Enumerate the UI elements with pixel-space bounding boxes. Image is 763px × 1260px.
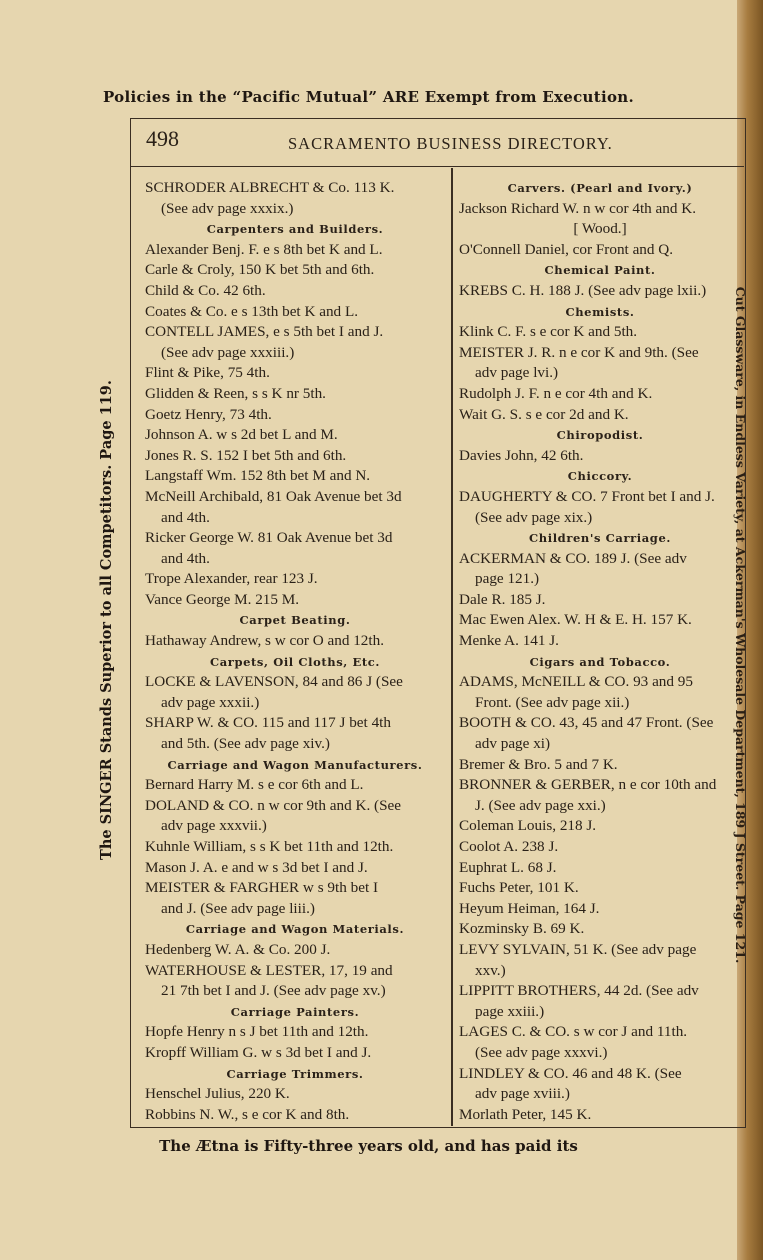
listing-entry: Johnson A. w s 2d bet L and M.: [145, 426, 338, 444]
listing-entry: Child & Co. 42 6th.: [145, 281, 266, 299]
listing-entry: CONTELL JAMES, e s 5th bet I and J.: [145, 323, 384, 341]
listing-continuation: adv page xxxvii.): [161, 817, 267, 835]
category-heading: Children's Carriage.: [529, 531, 671, 546]
listing-entry: LINDLEY & CO. 46 and 48 K. (See: [459, 1064, 682, 1082]
listing-entry: Ricker George W. 81 Oak Avenue bet 3d: [145, 529, 393, 547]
category-heading: Carriage and Wagon Manufacturers.: [167, 757, 423, 772]
page-number: 498: [146, 126, 179, 151]
listing-entry: McNeill Archibald, 81 Oak Avenue bet 3d: [145, 487, 402, 505]
category-heading: Carriage and Wagon Materials.: [185, 922, 405, 937]
page-header: [130, 122, 744, 167]
listing-continuation: adv page xviii.): [475, 1085, 570, 1103]
page-title: SACRAMENTO BUSINESS DIRECTORY.: [288, 134, 613, 153]
listing-entry: Langstaff Wm. 152 8th bet M and N.: [145, 467, 371, 485]
listing-entry: Klink C. F. s e cor K and 5th.: [459, 323, 638, 341]
category-heading: Chiropodist.: [556, 428, 644, 443]
listing-entry: Glidden & Reen, s s K nr 5th.: [145, 384, 326, 402]
category-heading: Chiccory.: [567, 469, 633, 484]
listing-entry: ACKERMAN & CO. 189 J. (See adv: [459, 549, 687, 567]
listing-entry: Alexander Benj. F. e s 8th bet K and L.: [145, 240, 383, 258]
category-heading: Carriage Painters.: [230, 1004, 360, 1019]
listing-continuation: (See adv page xxxiii.): [161, 343, 295, 361]
listing-entry: Menke A. 141 J.: [459, 632, 559, 650]
listing-entry: Coates & Co. e s 13th bet K and L.: [145, 302, 359, 320]
listing-entry: Rudolph J. F. n e cor 4th and K.: [459, 384, 653, 402]
category-heading: Carpets, Oil Cloths, Etc.: [209, 654, 380, 669]
listing-entry: Dale R. 185 J.: [459, 590, 546, 608]
listing-entry: Kuhnle William, s s K bet 11th and 12th.: [145, 838, 394, 855]
listing-entry: Hathaway Andrew, s w cor O and 12th.: [145, 632, 385, 650]
listing-entry: Morlath Peter, 145 K.: [459, 1105, 592, 1123]
listing-entry: LEVY SYLVAIN, 51 K. (See adv page: [459, 940, 697, 958]
category-heading: Carpet Beating.: [239, 613, 351, 628]
listing-entry: Goetz Henry, 73 4th.: [145, 405, 272, 423]
top-advert-band: Policies in the “Pacific Mutual” ARE Exempt from Execution.: [103, 88, 634, 106]
listing-entry: Fuchs Peter, 101 K.: [459, 879, 579, 897]
category-heading: Chemical Paint.: [544, 263, 656, 278]
listing-entry: DOLAND & CO. n w cor 9th and K. (See: [145, 796, 402, 814]
listing-entry: Henschel Julius, 220 K.: [145, 1085, 290, 1103]
listing-entry: Hedenberg W. A. & Co. 200 J.: [145, 940, 331, 958]
listing-entry: MEISTER J. R. n e cor K and 9th. (See: [459, 343, 699, 361]
listing-continuation: and J. (See adv page liii.): [161, 899, 315, 917]
listing-continuation: (See adv page xix.): [475, 508, 593, 526]
listing-continuation: xxv.): [475, 961, 506, 979]
listing-entry: Kropff William G. w s 3d bet I and J.: [145, 1043, 372, 1061]
listing-entry: Jones R. S. 152 I bet 5th and 6th.: [145, 446, 347, 464]
category-subheading: [ Wood.]: [573, 220, 627, 238]
category-heading: Carriage Trimmers.: [226, 1066, 364, 1081]
category-heading: Chemists.: [565, 304, 635, 319]
listing-entry: Euphrat L. 68 J.: [459, 858, 557, 876]
listing-continuation: Front. (See adv page xii.): [475, 693, 630, 711]
column-divider: [451, 168, 453, 1126]
listing-entry: DAUGHERTY & CO. 7 Front bet I and J.: [459, 487, 715, 505]
listing-entry: Kozminsky B. 69 K.: [459, 920, 585, 938]
listing-entry: LOCKE & LAVENSON, 84 and 86 J (See: [145, 673, 403, 691]
category-heading: Carvers. (Pearl and Ivory.): [507, 181, 693, 195]
listing-continuation: and 4th.: [161, 549, 210, 567]
category-heading: Carpenters and Builders.: [206, 222, 384, 237]
listing-entry: Trope Alexander, rear 123 J.: [145, 570, 318, 588]
listing-entry: Coleman Louis, 218 J.: [459, 817, 597, 835]
listing-continuation: adv page lvi.): [475, 364, 559, 382]
listing-entry: Jackson Richard W. n w cor 4th and K.: [459, 199, 697, 217]
listing-entry: ADAMS, McNEILL & CO. 93 and 95: [459, 673, 693, 691]
listing-entry: LIPPITT BROTHERS, 44 2d. (See adv: [459, 982, 699, 1000]
listing-entry: MEISTER & FARGHER w s 9th bet I: [145, 879, 379, 897]
listing-continuation: and 4th.: [161, 508, 210, 526]
listing-entry: BRONNER & GERBER, n e cor 10th and: [459, 776, 717, 794]
listing-entry: Hopfe Henry n s J bet 11th and 12th.: [145, 1023, 369, 1041]
bottom-advert-band: The Ætna is Fifty-three years old, and has paid its: [159, 1137, 578, 1155]
listing-entry: Bremer & Bro. 5 and 7 K.: [459, 755, 618, 773]
listing-entry: SHARP W. & CO. 115 and 117 J bet 4th: [145, 714, 391, 732]
listing-entry: Carle & Croly, 150 K bet 5th and 6th.: [145, 261, 375, 279]
listing-continuation: adv page xi): [475, 735, 551, 753]
listing-entry: BOOTH & CO. 43, 45 and 47 Front. (See: [459, 714, 714, 732]
right-margin-advert: Cut Glassware, in Endless Variety, at Ackerman's Wholesale Department, 189 J Street. Page 121.: [733, 286, 748, 964]
listing-entry: O'Connell Daniel, cor Front and Q.: [459, 240, 674, 258]
listing-entry: WATERHOUSE & LESTER, 17, 19 and: [145, 961, 393, 979]
listing-continuation: page 121.): [475, 570, 540, 588]
listing-entry: Robbins N. W., s e cor K and 8th.: [145, 1105, 350, 1123]
listing-entry: Mac Ewen Alex. W. H & E. H. 157 K.: [459, 611, 692, 629]
listing-entry: Flint & Pike, 75 4th.: [145, 364, 270, 382]
listing-entry: Davies John, 42 6th.: [459, 446, 584, 464]
listing-entry: SCHRODER ALBRECHT & Co. 113 K.: [145, 179, 395, 196]
left-margin-advert: The SINGER Stands Superior to all Competitors. Page 119.: [98, 380, 115, 860]
listing-continuation: (See adv page xxxvi.): [475, 1043, 608, 1061]
category-heading: Cigars and Tobacco.: [529, 654, 671, 669]
listing-continuation: adv page xxxii.): [161, 693, 260, 711]
listing-entry: KREBS C. H. 188 J. (See adv page lxii.): [459, 281, 707, 299]
left-column: [145, 178, 445, 1125]
listing-entry: LAGES C. & CO. s w cor J and 11th.: [459, 1023, 688, 1041]
listing-continuation: (See adv page xxxix.): [161, 199, 294, 217]
listing-entry: Vance George M. 215 M.: [145, 590, 300, 608]
right-column: [459, 178, 741, 1125]
listing-continuation: and 5th. (See adv page xiv.): [161, 735, 330, 753]
listing-continuation: J. (See adv page xxi.): [475, 796, 606, 814]
listing-continuation: 21 7th bet I and J. (See adv page xv.): [161, 982, 386, 1000]
listing-entry: Mason J. A. e and w s 3d bet I and J.: [145, 858, 368, 876]
listing-entry: Wait G. S. s e cor 2d and K.: [459, 405, 629, 423]
listing-entry: Coolot A. 238 J.: [459, 838, 559, 855]
listing-continuation: page xxiii.): [475, 1002, 545, 1020]
listing-entry: Heyum Heiman, 164 J.: [459, 899, 600, 917]
listing-entry: Bernard Harry M. s e cor 6th and L.: [145, 776, 364, 794]
